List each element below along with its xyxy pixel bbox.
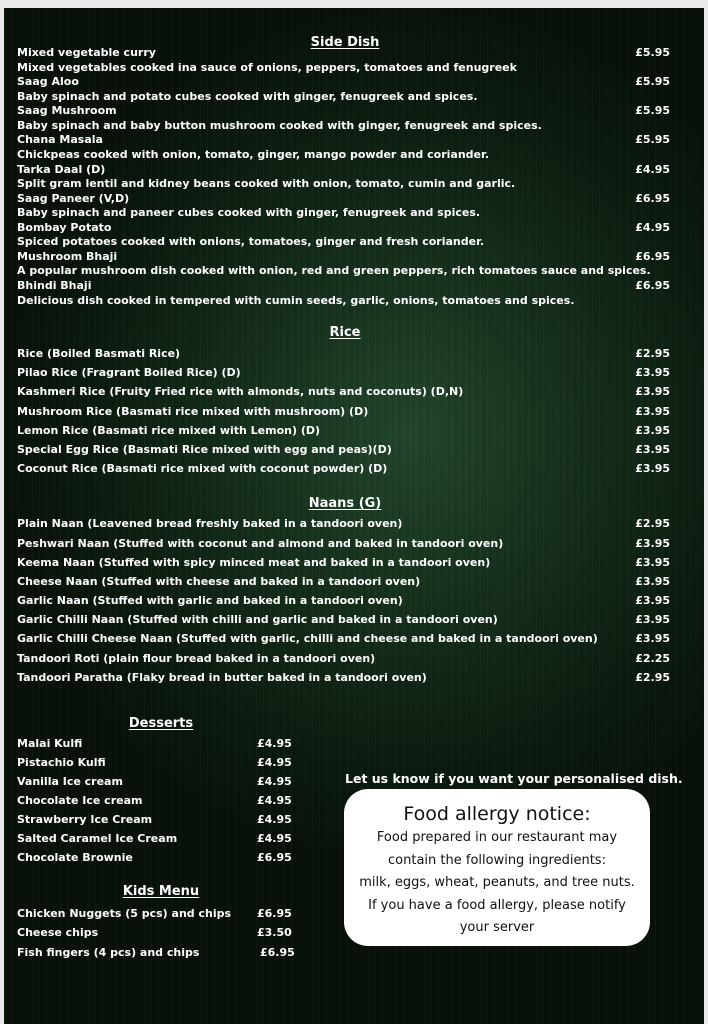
menu-item-name: Vanilla Ice cream [17,775,123,788]
allergy-line: contain the following ingredients: [388,852,606,868]
menu-item-price: £5.95 [635,133,670,146]
menu-item-price: £3.95 [635,405,670,418]
desserts-title: Desserts [128,716,194,731]
allergy-line: your server [459,920,535,935]
menu-item-name: Garlic Chilli Naan (Stuffed with chilli and garlic and baked in a tandoori oven) [17,613,498,626]
menu-item-name: Garlic Naan (Stuffed with garlic and baked in a tandoori oven) [17,594,403,607]
menu-item-name: Bombay Potato [17,221,112,234]
menu-item-name: Chana Masala [17,133,103,146]
menu-item-name: Kashmeri Rice (Fruity Fried rice with almonds, nuts and coconuts) (D,N) [17,385,464,398]
menu-item-price: £4.95 [635,221,670,234]
menu-item-name: Lemon Rice (Basmati rice mixed with Lemon) (D) [17,424,321,437]
menu-page [4,8,704,1024]
menu-item-price: £3.95 [635,594,670,607]
side-dish-title: Side Dish [310,35,380,50]
allergy-notice-box [344,789,650,946]
menu-item-price: £3.95 [635,462,670,475]
menu-item-price: £2.95 [635,347,670,360]
menu-item-price: £4.95 [257,832,292,845]
menu-item-price: £3.95 [635,537,670,550]
menu-item-name: Chicken Nuggets (5 pcs) and chips [17,907,232,920]
menu-item-name: Cheese chips [17,926,99,939]
menu-item-name: Rice (Boiled Basmati Rice) [17,347,181,360]
menu-item-name: Tarka Daal (D) [17,163,106,176]
menu-item-name: Pistachio Kulfi [17,756,106,769]
menu-item-price: £6.95 [257,851,292,864]
menu-item-price: £4.95 [257,756,292,769]
menu-item-price: £3.50 [257,926,292,939]
menu-item-price: £6.95 [635,279,670,292]
menu-item-name: Strawberry Ice Cream [17,813,153,826]
menu-item-name: Keema Naan (Stuffed with spicy minced meat and baked in a tandoori oven) [17,556,491,569]
menu-item-desc: Spiced potatoes cooked with onions, tomatoes, ginger and fresh coriander. [17,235,485,248]
menu-item-name: Mixed vegetable curry [17,46,156,59]
menu-item-desc: Baby spinach and paneer cubes cooked with ginger, fenugreek and spices. [17,206,481,219]
menu-item-name: Tandoori Paratha (Flaky bread in butter baked in a tandoori oven) [17,671,427,684]
menu-item-price: £4.95 [257,737,292,750]
menu-item-name: Saag Paneer (V,D) [17,192,130,205]
menu-item-desc: Delicious dish cooked in tempered with cumin seeds, garlic, onions, tomatoes and spices. [17,294,575,307]
menu-item-price: £3.95 [635,424,670,437]
menu-item-price: £3.95 [635,366,670,379]
naans-title: Naans (G) [308,496,382,511]
menu-item-name: Salted Caramel Ice Cream [17,832,178,845]
menu-item-price: £3.95 [635,556,670,569]
menu-item-price: £4.95 [257,775,292,788]
menu-item-name: Saag Mushroom [17,104,117,117]
menu-item-price: £5.95 [635,75,670,88]
menu-item-name: Mushroom Bhaji [17,250,118,263]
menu-item-desc: A popular mushroom dish cooked with onion, red and green peppers, rich tomatoes sauce and spices. [17,264,651,277]
menu-item-price: £3.95 [635,443,670,456]
menu-item-name: Coconut Rice (Basmati rice mixed with coconut powder) (D) [17,462,388,475]
menu-item-name: Tandoori Roti (plain flour bread baked in a tandoori oven) [17,652,376,665]
menu-item-price: £3.95 [635,575,670,588]
menu-item-price: £2.95 [635,671,670,684]
kids-menu-title: Kids Menu [122,884,200,899]
menu-item-desc: Chickpeas cooked with onion, tomato, ginger, mango powder and coriander. [17,148,490,161]
menu-item-price: £2.95 [635,517,670,530]
menu-item-name: Pilao Rice (Fragrant Boiled Rice) (D) [17,366,241,379]
menu-item-price: £4.95 [257,813,292,826]
menu-item-desc: Split gram lentil and kidney beans cooked with onion, tomato, cumin and garlic. [17,177,516,190]
personalised-dish-note: Let us know if you want your personalised dish. [345,771,683,786]
menu-item-name: Garlic Chilli Cheese Naan (Stuffed with garlic, chilli and cheese and baked in a tandoori oven) [17,632,598,645]
menu-item-price: £3.95 [635,385,670,398]
menu-item-desc: Mixed vegetables cooked ina sauce of onions, peppers, tomatoes and fenugreek [17,61,517,74]
menu-item-name: Malai Kulfi [17,737,83,750]
menu-item-name: Peshwari Naan (Stuffed with coconut and almond and baked in tandoori oven) [17,537,504,550]
menu-item-price: £6.95 [635,250,670,263]
menu-item-price: £3.95 [635,613,670,626]
menu-item-price: £5.95 [635,104,670,117]
allergy-line: Food prepared in our restaurant may [376,830,618,845]
menu-item-name: Fish fingers (4 pcs) and chips [17,946,200,959]
rice-title: Rice [329,325,361,340]
menu-item-name: Mushroom Rice (Basmati rice mixed with mushroom) (D) [17,405,369,418]
menu-item-price: £4.95 [257,794,292,807]
menu-item-name: Chocolate Ice cream [17,794,143,807]
menu-item-name: Chocolate Brownie [17,851,133,864]
allergy-line: milk, eggs, wheat, peanuts, and tree nuts. [359,875,635,890]
menu-item-desc: Baby spinach and baby button mushroom cooked with ginger, fenugreek and spices. [17,119,542,132]
menu-item-price: £6.95 [635,192,670,205]
allergy-line: If you have a food allergy, please notify [368,897,626,913]
allergy-heading: Food allergy notice: [403,803,591,825]
menu-item-price: £6.95 [257,907,292,920]
menu-item-price: £3.95 [635,632,670,645]
menu-item-price: £5.95 [635,46,670,59]
menu-item-name: Bhindi Bhaji [17,279,92,292]
menu-item-price: £4.95 [635,163,670,176]
menu-item-name: Cheese Naan (Stuffed with cheese and baked in a tandoori oven) [17,575,421,588]
menu-item-name: Special Egg Rice (Basmati Rice mixed with egg and peas)(D) [17,443,392,456]
menu-item-price: £6.95 [260,946,295,959]
menu-item-desc: Baby spinach and potato cubes cooked with ginger, fenugreek and spices. [17,90,478,103]
menu-item-price: £2.25 [635,652,670,665]
menu-item-name: Plain Naan (Leavened bread freshly baked in a tandoori oven) [17,517,403,530]
menu-item-name: Saag Aloo [17,75,79,88]
